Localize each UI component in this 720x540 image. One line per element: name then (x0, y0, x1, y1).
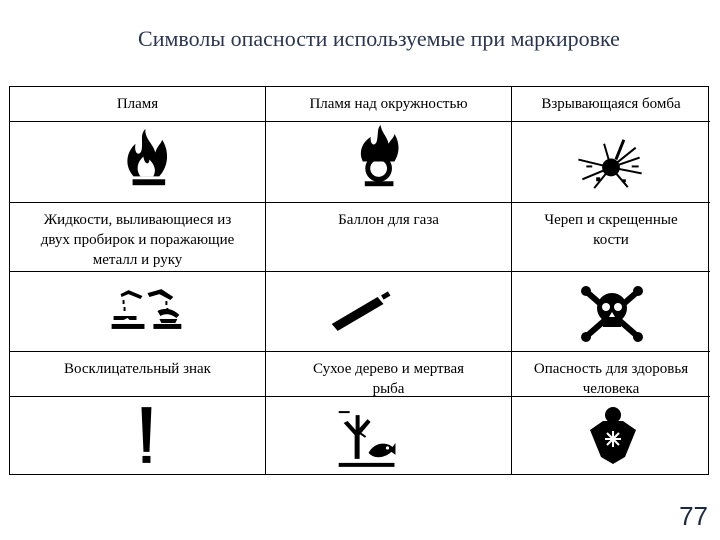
skull-crossbones-icon (512, 272, 710, 351)
cell-flame-over-circle (266, 122, 512, 203)
cell-health-hazard (512, 397, 710, 474)
label-environment: Сухое дерево и мертвая рыба (266, 352, 512, 397)
label-exploding-bomb: Взрывающаяся бомба (512, 87, 710, 122)
label-corrosion: Жидкости, выливающиеся из двух пробирок и поражающие металл и руку (10, 203, 266, 272)
cell-skull-crossbones (512, 272, 710, 352)
flame-icon (10, 122, 265, 202)
cell-flame (10, 122, 266, 203)
exclamation-mark-icon (10, 397, 265, 474)
cell-gas-cylinder (266, 272, 512, 352)
gas-cylinder-icon (266, 272, 511, 351)
label-flame-over-circle: Пламя над окружностью (266, 87, 512, 122)
flame-over-circle-icon (266, 122, 511, 202)
cell-exclamation-mark (10, 397, 266, 474)
label-gas-cylinder: Баллон для газа (266, 203, 512, 272)
corrosion-icon (10, 272, 265, 351)
environment-icon (266, 397, 511, 474)
hazard-symbols-table (9, 86, 709, 475)
label-exclamation-mark: Восклицательный знак (10, 352, 266, 397)
health-hazard-icon (512, 397, 710, 474)
label-flame: Пламя (10, 87, 266, 122)
page-title: Символы опасности используемые при маркировке (138, 26, 620, 51)
cell-corrosion (10, 272, 266, 352)
page-number: 77 (679, 501, 708, 531)
label-health-hazard: Опасность для здоровья человека (512, 352, 710, 397)
exploding-bomb-icon (512, 122, 710, 202)
cell-exploding-bomb (512, 122, 710, 203)
label-skull-crossbones: Череп и скрещенные кости (512, 203, 710, 272)
cell-environment (266, 397, 512, 474)
